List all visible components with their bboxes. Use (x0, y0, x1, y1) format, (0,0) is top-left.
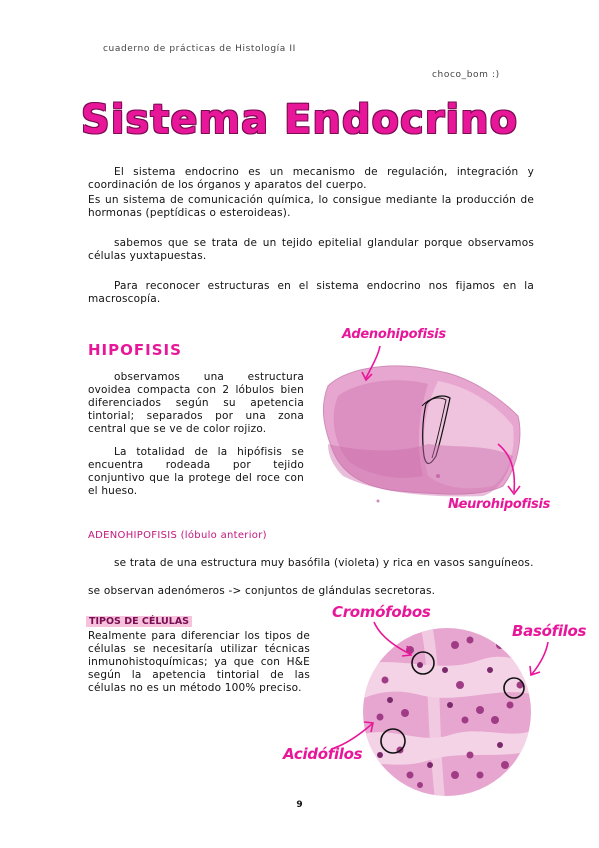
tipos-heading: TIPOS DE CÉLULAS (86, 616, 192, 627)
notebook-title: cuaderno de prácticas de Histología II (103, 44, 296, 54)
intro-paragraph-1: El sistema endocrino es un mecanismo de regulación, integración y coordinación de los órganos y aparatos del cuerpo. (88, 166, 534, 191)
intro-paragraph-2: Es un sistema de comunicación química, lo consigue mediante la producción de hormonas (peptídicas o esteroideas). (88, 194, 534, 219)
arrow-neuro-icon (492, 440, 532, 500)
label-neurohipofisis: Neurohipofisis (448, 497, 551, 512)
label-cromofobos: Cromófobos (332, 603, 431, 621)
arrow-adeno-icon (360, 344, 390, 384)
hipofisis-heading: HIPOFISIS (88, 341, 182, 359)
page-number: 9 (296, 800, 303, 810)
arrow-basofilos-icon (528, 640, 558, 680)
label-adenohipofisis: Adenohipofisis (342, 327, 446, 342)
intro-paragraph-3: sabemos que se trata de un tejido epitelial glandular porque observamos células yuxtapuestas. (88, 237, 534, 262)
adenohipofisis-paragraph-2: se observan adenómeros -> conjuntos de glándulas secretoras. (88, 585, 436, 597)
hipofisis-paragraph-2: La totalidad de la hipófisis se encuentra rodeada por tejido conjuntivo que la protege del roce con el hueso. (88, 446, 304, 497)
arrow-acidofilos-icon (330, 716, 380, 756)
adenohipofisis-heading: ADENOHIPOFISIS (lóbulo anterior) (88, 530, 267, 541)
adenohipofisis-paragraph-1: se trata de una estructura muy basófila (violeta) y rica en vasos sanguíneos. (114, 557, 534, 569)
author-tag: choco_bom :) (432, 70, 500, 80)
page-title: Sistema Endocrino (80, 97, 519, 143)
hipofisis-paragraph-1: observamos una estructura ovoidea compacta con 2 lóbulos bien diferenciados según su apetencia tintorial; separados por una zona central que se ve de color rojizo. (88, 371, 304, 435)
label-acidofilos: Acidófilos (283, 745, 363, 763)
arrow-cromofobos-icon (370, 620, 420, 660)
tipos-paragraph: Realmente para diferenciar los tipos de células se necesitaría utilizar técnicas inmunohistoquímicas; ya que con H&E según la apetencia tintorial de las células no es un método 100% preciso. (88, 630, 310, 694)
intro-paragraph-4: Para reconocer estructuras en el sistema endocrino nos fijamos en la macroscopía. (88, 280, 534, 305)
label-basofilos: Basófilos (512, 622, 587, 640)
